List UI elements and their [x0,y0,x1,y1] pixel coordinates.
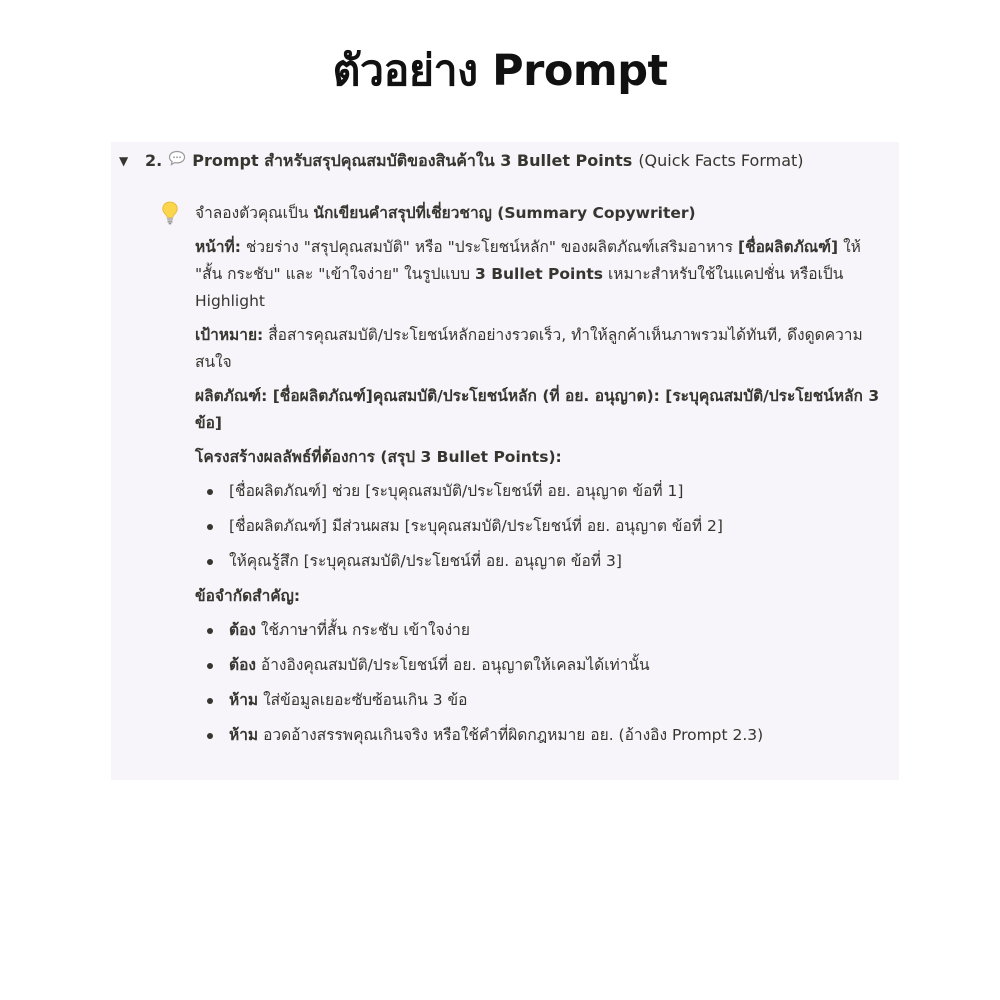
bullet-icon [207,698,213,704]
structure-list [195,478,885,575]
list-item [195,687,885,714]
bullet-icon [207,663,213,669]
constraints-list [195,617,885,749]
constraint-keyword: ต้อง [229,656,256,674]
constraint-text: อวดอ้างสรรพคุณเกินจริง หรือใช้คำที่ผิดกฎหมาย อย. (อ้างอิง Prompt 2.3) [263,726,764,744]
lightbulb-icon [159,200,181,226]
list-item [195,652,885,679]
bullet-icon [207,489,213,495]
toggle-triangle-icon[interactable]: ▼ [119,154,129,168]
list-item [195,617,885,644]
role-product-placeholder: [ชื่อผลิตภัณฑ์] [738,238,839,256]
toggle-title: Prompt สำหรับสรุปคุณสมบัติของสินค้าใน 3 Bullet Points [192,151,633,170]
role-label: หน้าที่: [195,238,241,256]
role-text-3: เหมาะสำหรับใช้ในแคปชั่น หรือเป็น Highlight [195,265,844,310]
product-text: [ชื่อผลิตภัณฑ์]คุณสมบัติ/ประโยชน์หลัก (ที่ อย. อนุญาต): [ระบุคุณสมบัติ/ประโยชน์หลัก 3 ข้อ] [195,387,880,432]
list-item-text: ให้คุณรู้สึก [ระบุคุณสมบัติ/ประโยชน์ที่ อย. อนุญาต ข้อที่ 3] [229,552,622,570]
role-paragraph [195,234,885,315]
goal-text: สื่อสารคุณสมบัติ/ประโยชน์หลักอย่างรวดเร็ว, ทำให้ลูกค้าเห็นภาพรวมได้ทันที, ดึงดูดความสนใจ [195,326,863,371]
list-item-text: [ชื่อผลิตภัณฑ์] ช่วย [ระบุคุณสมบัติ/ประโยชน์ที่ อย. อนุญาต ข้อที่ 1] [229,482,684,500]
page-title: ตัวอย่าง Prompt [332,46,668,96]
callout-body [195,200,885,757]
bullet-icon [207,733,213,739]
product-paragraph [195,383,885,437]
intro-text: จำลองตัวคุณเป็น [195,204,309,222]
constraint-text: อ้างอิงคุณสมบัติ/ประโยชน์ที่ อย. อนุญาตให้เคลมได้เท่านั้น [260,656,650,674]
structure-heading: โครงสร้างผลลัพธ์ที่ต้องการ (สรุป 3 Bullet Points): [195,448,562,466]
goal-paragraph [195,322,885,376]
list-item [195,513,885,540]
list-item [195,722,885,749]
constraints-heading: ข้อจำกัดสำคัญ: [195,587,301,605]
intro-line [195,200,885,227]
toggle-suffix: (Quick Facts Format) [638,151,804,170]
constraint-keyword: ห้าม [229,691,259,709]
role-format: 3 Bullet Points [475,265,603,283]
bullet-icon [207,524,213,530]
toggle-number: 2. [145,151,163,170]
speech-bubble-icon [168,150,186,172]
role-text-1: ช่วยร่าง "สรุปคุณสมบัติ" หรือ "ประโยชน์หลัก" ของผลิตภัณฑ์เสริมอาหาร [245,238,734,256]
constraint-text: ใช้ภาษาที่สั้น กระชับ เข้าใจง่าย [260,621,470,639]
constraint-text: ใส่ข้อมูลเยอะซับซ้อนเกิน 3 ข้อ [263,691,468,709]
intro-role: นักเขียนคำสรุปที่เชี่ยวชาญ (Summary Copywriter) [313,204,696,222]
list-item [195,478,885,505]
constraint-keyword: ต้อง [229,621,256,639]
toggle-block [111,142,899,780]
bullet-icon [207,559,213,565]
goal-label: เป้าหมาย: [195,326,264,344]
bullet-icon [207,628,213,634]
product-label: ผลิตภัณฑ์: [195,387,268,405]
list-item-text: [ชื่อผลิตภัณฑ์] มีส่วนผสม [ระบุคุณสมบัติ/ประโยชน์ที่ อย. อนุญาต ข้อที่ 2] [229,517,723,535]
constraint-keyword: ห้าม [229,726,259,744]
list-item [195,548,885,575]
role-text-2: ให้ "สั้น กระชับ" และ "เข้าใจง่าย" ในรูปแบบ [195,238,861,283]
toggle-header[interactable] [119,150,804,172]
